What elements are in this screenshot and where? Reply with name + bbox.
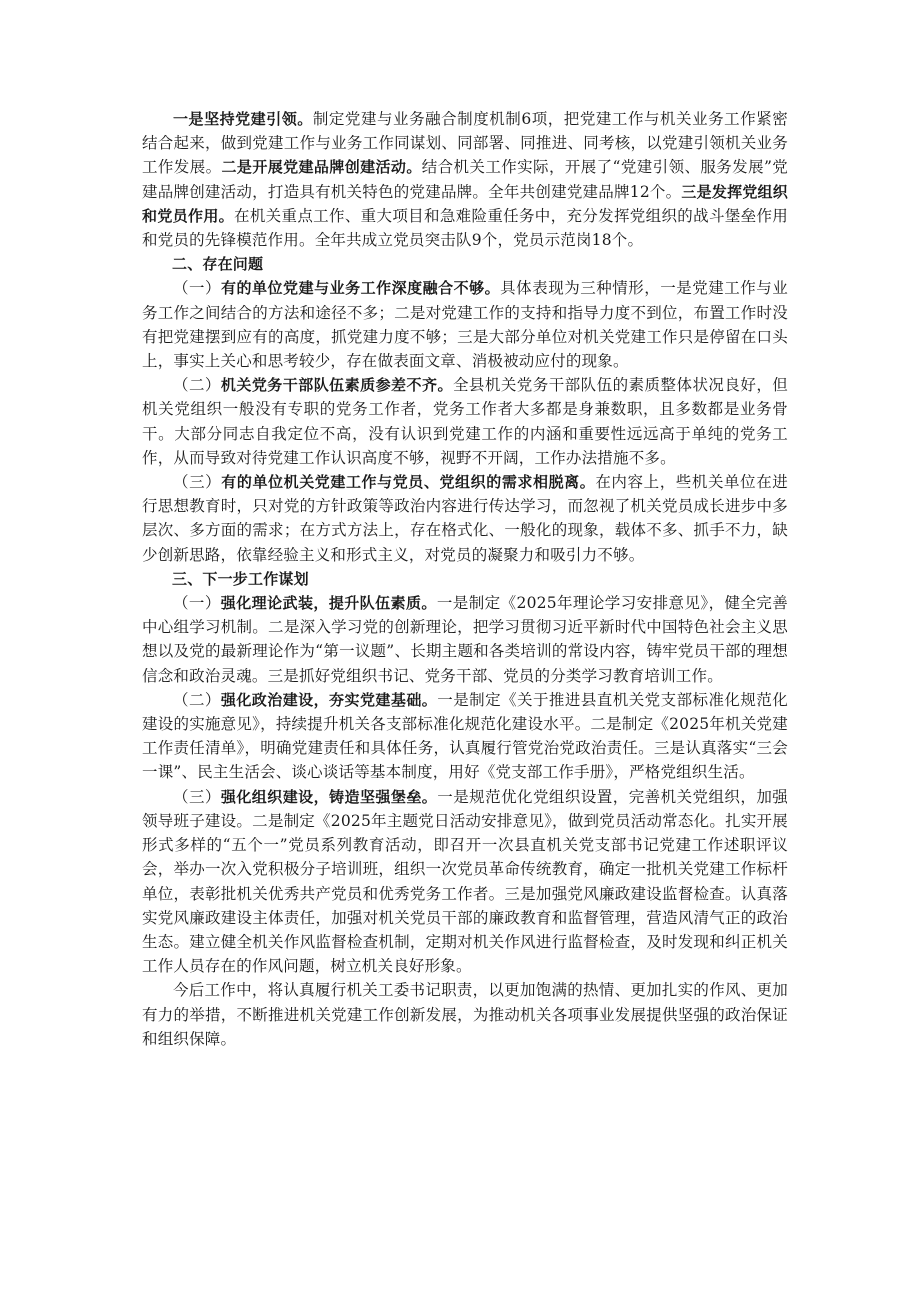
item-number: （三） xyxy=(173,787,221,806)
item-number: （三） xyxy=(173,473,222,492)
section-heading-plans: 三、下一步工作谋划 xyxy=(172,569,309,588)
paragraph-problem-3 xyxy=(142,470,788,567)
document-page xyxy=(142,107,788,1051)
paragraph-plan-2 xyxy=(142,688,788,785)
bold-lead: 二是开展党建品牌创建活动。 xyxy=(221,158,422,177)
paragraph-achievements xyxy=(142,107,788,252)
paragraph-problem-2 xyxy=(142,373,788,470)
body-text: 一是规范优化党组织设置，完善机关党组织，加强领导班子建设。二是制定《2025年主题党日活动安排意见》，做到党员活动常态化。扎实开展形式多样的“五个一”党员系列教育活动，即召开一次县直机关党支部书记党建工作述职评议会，举办一次入党积极分子培训班，组织一次党员革命传统教育，确定一批机关党建工作标杆单位，表彰批机关优秀共产党员和优秀党务工作者。三是加强党风廉政建设监督检查。认真落实党风廉政建设主体责任，加强对机关党员干部的廉政教育和监督管理，营造风清气正的政治生态。建立健全机关作风监督检查机制，定期对机关作风进行监督检查，及时发现和纠正机关工作人员存在的作风问题，树立机关良好形象。 xyxy=(142,787,788,976)
body-text: 制定党建与业务融合制度机制6项，把党建工作与机关业务工作紧密结合起来，做到党建工作与业务工作同谋划、同部署、同推进、同考核，以党建引领机关业务工作发展。 xyxy=(142,110,788,177)
paragraph-plan-1 xyxy=(142,591,788,688)
bold-lead: 一是坚持党建引领。 xyxy=(173,110,313,128)
bold-lead: 强化理论武装，提升队伍素质。 xyxy=(220,594,437,613)
body-text: 全县机关党务干部队伍的素质整体状况良好，但机关党组织一般没有专职的党务工作者，党务工作者大多都是身兼数职，且多数都是业务骨干。大部分同志自我定位不高，没有认识到党建工作的内涵和重要性远远高于单纯的党务工作，从而导致对待党建工作认识高度不够，视野不开阔，工作办法措施不多。 xyxy=(142,376,788,467)
bold-lead: 有的单位党建与业务工作深度融合不够。 xyxy=(221,279,501,298)
body-text: 在机关重点工作、重大项目和急难险重任务中，充分发挥党组织的战斗堡垒作用和党员的先锋模范作用。全年共成立党员突击队9个，党员示范岗18个。 xyxy=(142,206,788,250)
item-number: （二） xyxy=(173,376,221,395)
paragraph-plan-3 xyxy=(142,785,788,979)
bold-lead: 有的单位机关党建工作与党员、党组织的需求相脱离。 xyxy=(221,473,596,492)
item-number: （二） xyxy=(173,690,221,709)
paragraph-closing: 今后工作中，将认真履行机关工委书记职责，以更加饱满的热情、更加扎实的作风、更加有力的举措，不断推进机关党建工作创新发展，为推动机关各项事业发展提供坚强的政治保证和组织保障。 xyxy=(142,981,788,1048)
body-text: 一是制定《2025年理论学习安排意见》，健全完善中心组学习机制。二是深入学习党的创新理论，把学习贯彻习近平新时代中国特色社会主义思想以及党的最新理论作为“第一议题”、长期主题和各类培训的常设内容，铸牢党员干部的理想信念和政治灵魂。三是抓好党组织书记、党务干部、党员的分类学习教育培训工作。 xyxy=(142,594,788,685)
body-text: 结合机关工作实际，开展了“党建引领、服务发展”党建品牌创建活动，打造具有机关特色的党建品牌。全年共创建党建品牌12个。 xyxy=(142,158,788,201)
paragraph-problem-1 xyxy=(142,276,788,373)
bold-lead: 强化组织建设，铸造坚强堡垒。 xyxy=(220,787,438,806)
body-text: 具体表现为三种情形，一是党建工作与业务工作之间结合的方法和途径不多；二是对党建工作的支持和指导力度不到位，布置工作时没有把党建摆到应有的高度，抓党建力度不够；三是大部分单位对机关党建工作只是停留在口头上，事实上关心和思考较少，存在做表面文章、消极被动应付的现象。 xyxy=(142,279,788,371)
bold-lead: 强化政治建设，夯实党建基础。 xyxy=(220,690,438,709)
item-number: （一） xyxy=(173,279,222,298)
bold-lead: 机关党务干部队伍素质参差不齐。 xyxy=(220,376,453,395)
item-number: （一） xyxy=(173,594,221,613)
body-text: 一是制定《关于推进县直机关党支部标准化规范化建设的实施意见》，持续提升机关各支部标准化规范化建设水平。二是制定《2025年机关党建工作责任清单》，明确党建责任和具体任务，认真履行管党治党政治责任。三是认真落实“三会一课”、民主生活会、谈心谈话等基本制度，用好《党支部工作手册》，严格党组织生活。 xyxy=(142,690,788,782)
body-text: 在内容上，些机关单位在进行思想教育时，只对党的方针政策等政治内容进行传达学习，而忽视了机关党员成长进步中多层次、多方面的需求；在方式方法上，存在格式化、一般化的现象，载体不多、抓手不力，缺少创新思路，依靠经验主义和形式主义，对党员的凝聚力和吸引力不够。 xyxy=(142,473,788,564)
bold-lead: 三是发挥党组织和党员作用。 xyxy=(142,182,788,225)
section-heading-problems: 二、存在问题 xyxy=(172,255,264,274)
